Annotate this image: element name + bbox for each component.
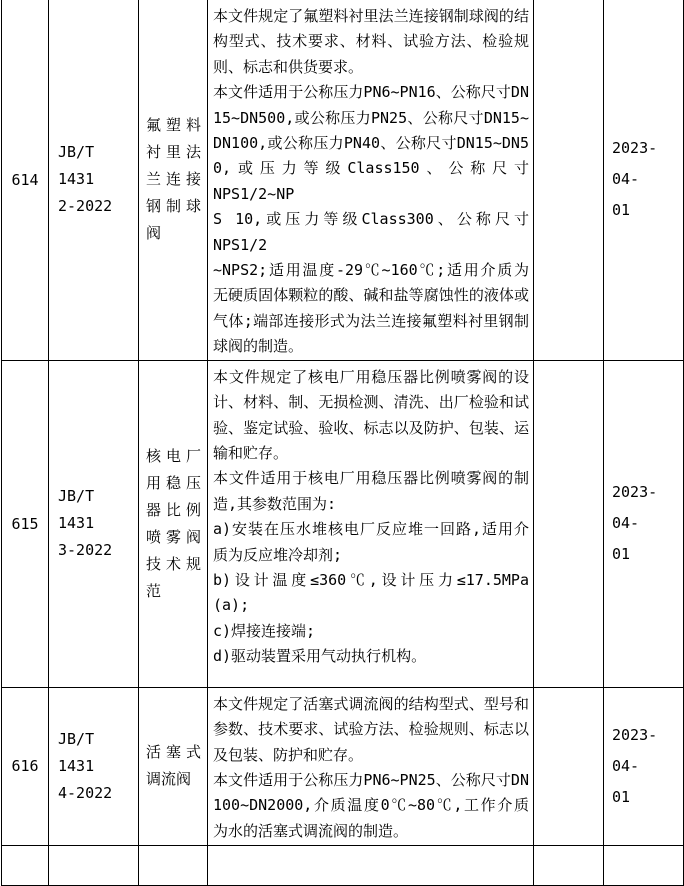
desc-line: 本文件适用于公称压力PN6~PN16、公称尺寸DN bbox=[213, 83, 529, 102]
desc-line: (a); bbox=[213, 596, 250, 615]
desc-line: 本文件规定了氟塑料衬里法兰连接钢制球阀的结 bbox=[213, 7, 529, 25]
standard-name-line: 活塞式 bbox=[146, 743, 201, 762]
seq-cell bbox=[2, 360, 49, 687]
desc-line: 本文件适用于公称压力PN6~PN25、公称尺寸DN bbox=[213, 770, 529, 789]
desc-line: 本文件规定了核电厂用稳压器比例喷雾阀的设 bbox=[213, 367, 529, 386]
standard-name-line: 调流阀 bbox=[146, 770, 192, 789]
desc-line: 参数、技术要求、试验方法、检验规则、标志以 bbox=[213, 720, 529, 739]
empty-cell bbox=[2, 845, 49, 885]
blank-cell bbox=[534, 360, 604, 687]
desc-line: 及包装、防护和贮存。 bbox=[213, 745, 364, 764]
date-line: 2023-04- bbox=[612, 483, 658, 533]
name-cell bbox=[139, 0, 208, 360]
seq-number: 615 bbox=[11, 514, 39, 533]
date-line: 2023-04- bbox=[612, 725, 658, 775]
standards-table-body bbox=[2, 0, 684, 885]
desc-line: DN100,或公称压力PN40、公称尺寸DN15~DN5 bbox=[213, 134, 529, 153]
standard-name-line: 阀 bbox=[146, 224, 162, 243]
standard-name-line: 技术规 bbox=[146, 554, 201, 573]
desc-line: 造,其参数范围为: bbox=[213, 494, 337, 513]
desc-line: 验、鉴定试验、验收、标志以及防护、包装、运 bbox=[213, 418, 529, 437]
standard-code-line: JB/T 1431 bbox=[58, 143, 95, 189]
standard-name-line: 氟塑料 bbox=[146, 116, 201, 135]
standard-name-line: 器比例 bbox=[146, 500, 201, 519]
table-row bbox=[2, 360, 684, 687]
standard-name-line: 兰连接 bbox=[146, 170, 201, 189]
date-cell bbox=[604, 360, 684, 687]
standard-code-line: 4-2022 bbox=[58, 783, 113, 802]
name-cell bbox=[139, 687, 208, 845]
seq-number: 614 bbox=[11, 170, 39, 189]
desc-line: 0,或压力等级Class150、公称尺寸NPS1/2~NP bbox=[213, 159, 529, 203]
empty-cell bbox=[604, 845, 684, 885]
desc-line: 球阀的制造。 bbox=[213, 337, 304, 356]
standard-code-line: JB/T 1431 bbox=[58, 487, 95, 533]
desc-line: b)设计温度≤360℃,设计压力≤17.5MPa bbox=[213, 570, 529, 589]
code-cell bbox=[49, 360, 139, 687]
blank-cell bbox=[534, 687, 604, 845]
table-row bbox=[2, 687, 684, 845]
standard-name-line: 衬里法 bbox=[146, 143, 201, 162]
standard-name-line: 用稳压 bbox=[146, 473, 201, 492]
standard-name-line: 核电厂 bbox=[146, 446, 201, 465]
desc-line: 输和贮存。 bbox=[213, 443, 289, 462]
standard-code-line: 3-2022 bbox=[58, 541, 113, 560]
seq-cell bbox=[2, 0, 49, 360]
desc-line: 为水的活塞式调流阀的制造。 bbox=[213, 821, 409, 840]
date-line: 2023-04- bbox=[612, 139, 658, 189]
name-cell bbox=[139, 360, 208, 687]
empty-cell bbox=[49, 845, 139, 885]
desc-line: 本文件规定了活塞式调流阀的结构型式、型号和 bbox=[213, 694, 529, 713]
desc-cell bbox=[208, 360, 534, 687]
desc-line: a)安装在压水堆核电厂反应堆一回路,适用介 bbox=[213, 520, 529, 539]
desc-line: 本文件适用于核电厂用稳压器比例喷雾阀的制 bbox=[213, 469, 529, 488]
desc-line: 无硬质固体颗粒的酸、碱和盐等腐蚀性的液体或 bbox=[213, 286, 529, 305]
standard-code-line: JB/T 1431 bbox=[58, 729, 95, 775]
code-cell bbox=[49, 687, 139, 845]
desc-line: 气体;端部连接形式为法兰连接氟塑料衬里钢制 bbox=[213, 311, 529, 330]
desc-line: 15~DN500,或公称压力PN25、公称尺寸DN15~ bbox=[213, 108, 529, 127]
date-line: 01 bbox=[612, 787, 631, 806]
date-line: 01 bbox=[612, 201, 631, 220]
desc-cell bbox=[208, 0, 534, 360]
date-cell bbox=[604, 0, 684, 360]
desc-line: 则、标志和供货要求。 bbox=[213, 57, 364, 76]
date-cell bbox=[604, 687, 684, 845]
desc-line: ~NPS2;适用温度-29℃~160℃;适用介质为 bbox=[213, 261, 529, 280]
desc-line: 质为反应堆冷却剂; bbox=[213, 545, 343, 564]
desc-line: 100~DN2000,介质温度0℃~80℃,工作介质 bbox=[213, 796, 529, 815]
desc-line: c)焊接连接端; bbox=[213, 621, 316, 640]
standard-name-line: 范 bbox=[146, 581, 162, 600]
empty-cell bbox=[208, 845, 534, 885]
standard-name-line: 喷雾阀 bbox=[146, 527, 201, 546]
desc-line: 计、材料、制、无损检测、清洗、出厂检验和试 bbox=[213, 393, 529, 412]
desc-cell bbox=[208, 687, 534, 845]
desc-line: 构型式、技术要求、材料、试验方法、检验规 bbox=[213, 32, 529, 51]
blank-cell bbox=[534, 0, 604, 360]
empty-cell bbox=[534, 845, 604, 885]
seq-number: 616 bbox=[11, 757, 39, 776]
desc-line: S 10,或压力等级Class300、公称尺寸NPS1/2 bbox=[213, 210, 529, 254]
seq-cell bbox=[2, 687, 49, 845]
empty-cell bbox=[139, 845, 208, 885]
standard-name-line: 钢制球 bbox=[146, 197, 201, 216]
desc-line: d)驱动装置采用气动执行机构。 bbox=[213, 647, 427, 666]
standards-table bbox=[1, 0, 684, 886]
date-line: 01 bbox=[612, 545, 631, 564]
table-row bbox=[2, 0, 684, 360]
code-cell bbox=[49, 0, 139, 360]
partial-next-row bbox=[2, 845, 684, 885]
standard-code-line: 2-2022 bbox=[58, 197, 113, 216]
